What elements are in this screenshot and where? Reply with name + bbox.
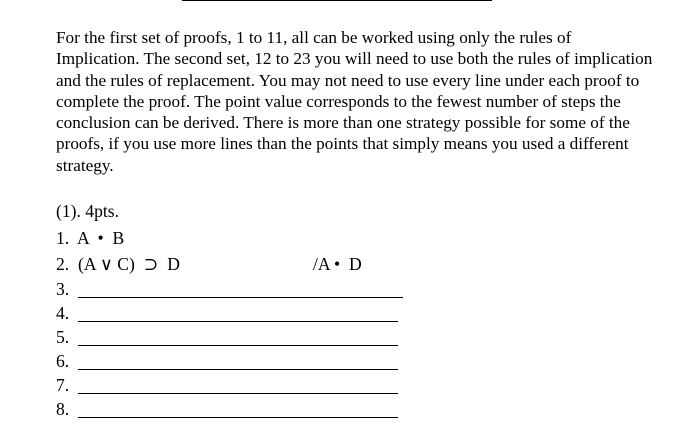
line-number: 4.: [56, 303, 70, 323]
answer-line[interactable]: [78, 417, 398, 418]
line-number: 6.: [56, 351, 70, 371]
line-number: 3.: [56, 279, 70, 299]
top-rule: [182, 0, 492, 1]
answer-line[interactable]: [78, 369, 398, 370]
line-number: 5.: [56, 327, 70, 347]
proof-line-7: [56, 374, 78, 396]
proof-line-4: [56, 302, 78, 324]
conclusion: /A • D: [313, 254, 362, 274]
answer-line[interactable]: [78, 393, 398, 394]
answer-line[interactable]: [78, 321, 398, 322]
answer-line[interactable]: [78, 297, 403, 298]
answer-line[interactable]: [78, 345, 398, 346]
proof-line-6: [56, 350, 78, 372]
proof-title: (1). 4pts.: [56, 201, 120, 221]
line-number: 8.: [56, 399, 70, 419]
proof-line-3: [56, 278, 78, 300]
instructions-paragraph: For the first set of proofs, 1 to 11, all can be worked using only the rules of Implication. The second set, 12 to 23 you will need to use both the rules of implication and the rules of replacement. You may not need to use every line under each proof to complete the proof. The point value corresponds to the fewest number of steps the conclusion can be derived. There is more than one strategy possible for some of the proofs, if you use more lines than the points that simply means you used a different strategy.: [56, 28, 653, 175]
premise-1: 1. A • B: [56, 228, 125, 248]
proof-line-5: [56, 326, 78, 348]
proof-line-8: [56, 398, 78, 420]
line-number: 7.: [56, 375, 70, 395]
premise-2: 2. (A ∨ C) ⊃ D: [56, 254, 180, 274]
